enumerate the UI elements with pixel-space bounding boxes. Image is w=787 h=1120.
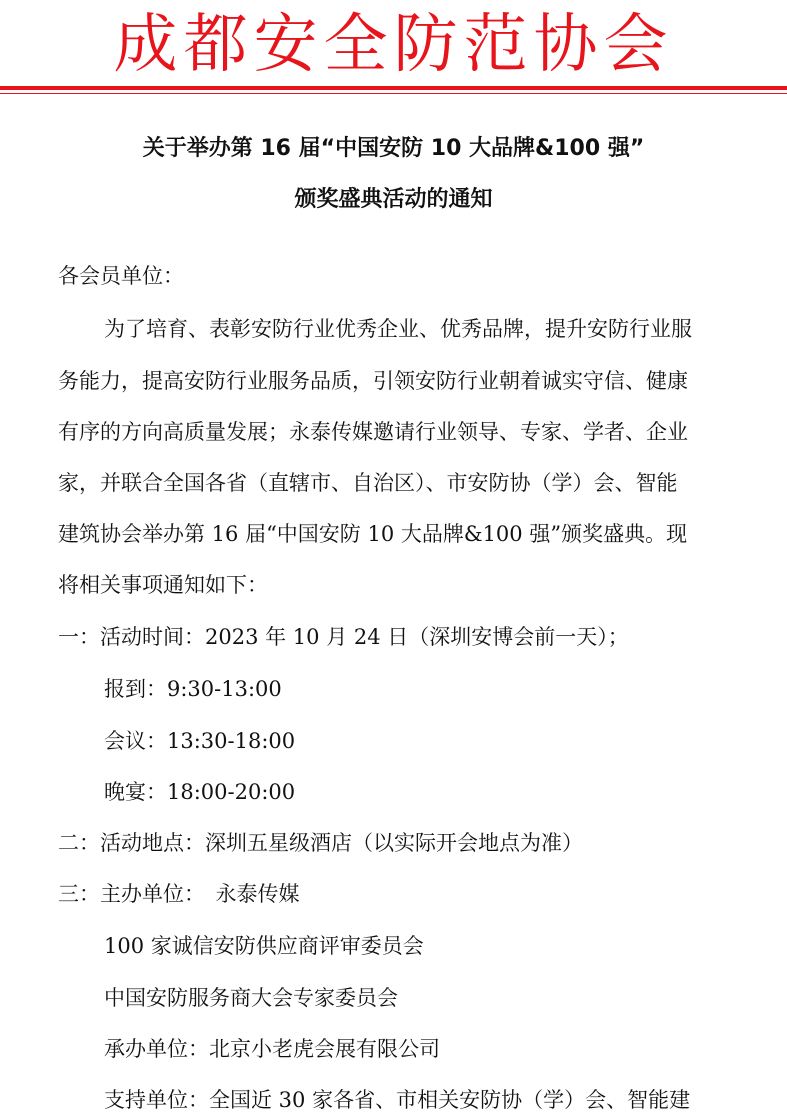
letterhead-org-name: 成都安全防范协会 <box>113 8 674 82</box>
organizer-item: 承办单位：北京小老虎会展有限公司 <box>104 1037 440 1061</box>
body-line: 有序的方向高质量发展；永泰传媒邀请行业领导、专家、学者、企业 <box>58 420 688 444</box>
schedule-item: 报到：9:30-13:00 <box>104 677 282 701</box>
schedule-item: 会议：13:30-18:00 <box>104 729 296 753</box>
section-3-heading: 三：主办单位： 永泰传媒 <box>58 882 300 906</box>
organizer-item: 支持单位：全国近 30 家各省、市相关安防协（学）会、智能建 <box>104 1088 691 1112</box>
title-line-2: 颁奖盛典活动的通知 <box>294 187 493 212</box>
body-line: 将相关事项通知如下： <box>58 573 268 597</box>
section-1-heading: 一：活动时间：2023 年 10 月 24 日（深圳安博会前一天）； <box>58 625 629 649</box>
schedule-item: 晚宴：18:00-20:00 <box>104 780 296 804</box>
letterhead-rule-thin <box>0 93 787 94</box>
salutation: 各会员单位： <box>58 264 184 288</box>
letterhead-rule-thick <box>0 86 787 90</box>
body-line: 为了培育、表彰安防行业优秀企业、优秀品牌，提升安防行业服 <box>104 317 692 341</box>
organizer-item: 100 家诚信安防供应商评审委员会 <box>104 934 424 958</box>
body-line: 家，并联合全国各省（直辖市、自治区）、市安防协（学）会、智能 <box>58 471 678 495</box>
body-line: 建筑协会举办第 16 届“中国安防 10 大品牌&100 强”颁奖盛典。现 <box>58 522 688 546</box>
section-2-heading: 二：活动地点：深圳五星级酒店（以实际开会地点为准） <box>58 831 583 855</box>
body-line: 务能力，提高安防行业服务品质，引领安防行业朝着诚实守信、健康 <box>58 369 688 393</box>
title-line-1: 关于举办第 16 届“中国安防 10 大品牌&100 强” <box>142 136 645 161</box>
organizer-item: 中国安防服务商大会专家委员会 <box>104 986 398 1010</box>
